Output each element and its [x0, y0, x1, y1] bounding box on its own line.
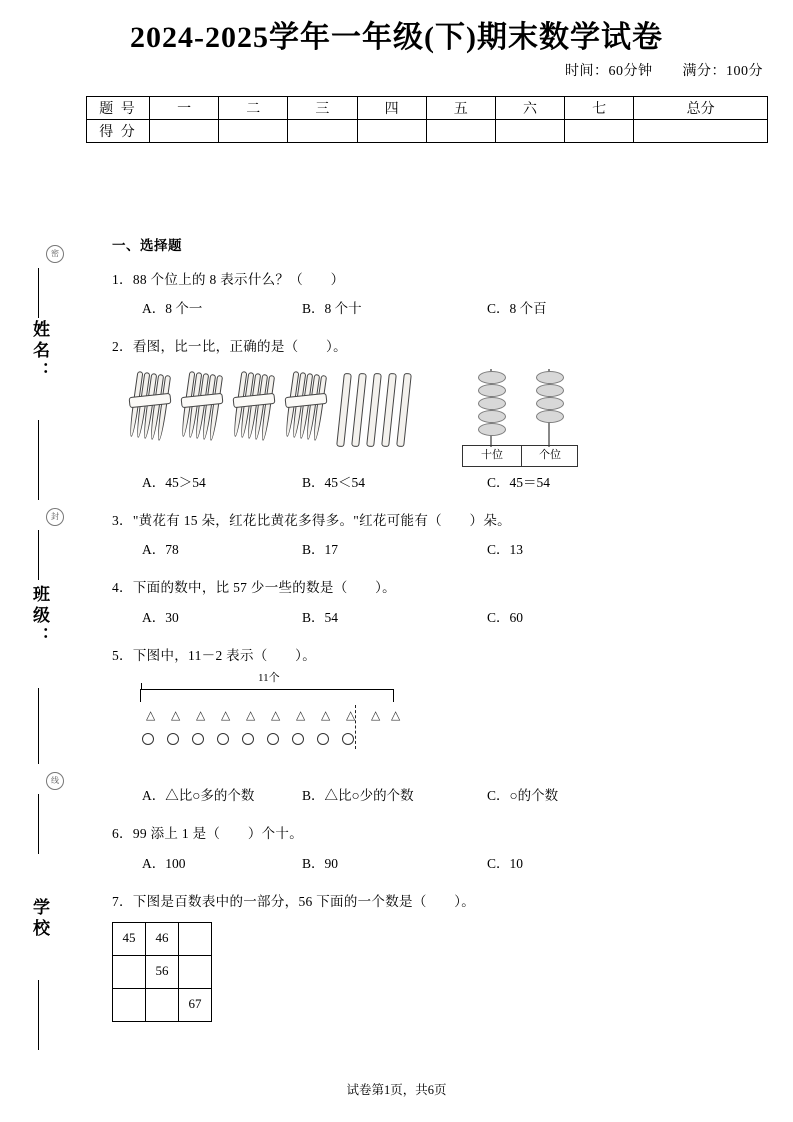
score-cell-total[interactable]	[634, 120, 768, 143]
option-b[interactable]: B．90	[302, 855, 339, 871]
table-row	[113, 955, 212, 988]
seal-line-segment-1	[38, 268, 39, 318]
question-3-text: 3．"黄花有 15 朵，红花比黄花多得多。"红花可能有（ ）朵。	[112, 512, 511, 528]
table-row	[87, 97, 768, 120]
seal-mark-1: 密	[46, 245, 64, 263]
abacus-base	[462, 445, 578, 467]
time-label: 时间：60分钟	[565, 64, 653, 79]
option-a[interactable]: A．45＞54	[142, 474, 206, 490]
seal-line-segment-5	[38, 794, 39, 854]
triangle-row	[146, 711, 396, 727]
seal-line-segment-6	[38, 980, 39, 1050]
section-heading: 一、选择题	[112, 238, 182, 253]
question-1-text: 1．88 个位上的 8 表示什么？（ ）	[112, 271, 345, 287]
score-cell-4[interactable]	[357, 120, 426, 143]
question-2-figure	[122, 363, 712, 463]
question-4-options	[112, 608, 712, 632]
question-2-options	[112, 473, 712, 497]
question-5-options	[112, 786, 712, 810]
score-cell-7[interactable]	[565, 120, 634, 143]
seal-line-segment-2	[38, 420, 39, 500]
score-cell-6[interactable]	[495, 120, 564, 143]
option-a[interactable]: A．△比○多的个数	[142, 788, 255, 804]
chart-cell-r2c2: 56	[146, 955, 179, 988]
option-b[interactable]: B．17	[302, 542, 339, 558]
abacus-ones-label: 个位	[539, 448, 561, 461]
score-table-col-6: 六	[495, 97, 564, 120]
score-table-col-5: 五	[426, 97, 495, 120]
abacus-tens-label: 十位	[481, 448, 503, 461]
stick-bundle	[132, 373, 166, 449]
score-table-col-1: 一	[150, 97, 219, 120]
option-a[interactable]: A．78	[142, 542, 179, 558]
option-c[interactable]: C．13	[487, 542, 524, 558]
score-table-col-total: 总分	[634, 97, 768, 120]
option-a[interactable]: A．8 个一	[142, 301, 203, 317]
chart-cell-r3c2	[146, 988, 179, 1021]
score-table	[86, 96, 768, 143]
score-table-col-7: 七	[565, 97, 634, 120]
question-7-figure	[112, 922, 212, 1022]
exam-meta	[539, 60, 763, 80]
brace-icon	[140, 689, 394, 702]
page-footer: 试卷第1页，共6页	[346, 1083, 447, 1097]
option-b[interactable]: B．△比○少的个数	[302, 788, 414, 804]
score-cell-3[interactable]	[288, 120, 357, 143]
abacus-figure	[462, 363, 580, 473]
stick-bundle	[288, 373, 322, 449]
seal-line-segment-3	[38, 530, 39, 580]
loose-stick	[351, 372, 367, 446]
option-c[interactable]: C．10	[487, 855, 524, 871]
name-field-label: 姓名：	[30, 320, 49, 383]
score-table-row-header-2: 得 分	[87, 120, 150, 143]
stick-bundle	[236, 373, 270, 449]
chart-cell-r1c2: 46	[146, 922, 179, 955]
option-c[interactable]: C．60	[487, 609, 524, 625]
option-c[interactable]: C．○的个数	[487, 788, 559, 804]
table-row	[87, 120, 768, 143]
question-5-figure	[112, 671, 712, 776]
chart-cell-r1c3	[179, 922, 212, 955]
dashed-divider	[355, 705, 356, 749]
option-b[interactable]: B．8 个十	[302, 301, 362, 317]
full-score-label: 满分：100分	[682, 64, 763, 79]
circle-row	[146, 733, 396, 749]
loose-stick	[336, 372, 352, 446]
option-b[interactable]: B．54	[302, 609, 339, 625]
table-row	[113, 922, 212, 955]
question-1-options	[112, 299, 712, 323]
question-4-text: 4．下面的数中，比 57 少一些的数是（ ）。	[112, 580, 396, 596]
score-cell-2[interactable]	[219, 120, 288, 143]
page-title: 2024-2025学年一年级(下)期末数学试卷	[130, 21, 663, 54]
option-b[interactable]: B．45＜54	[302, 474, 366, 490]
question-6-text: 6．99 添上 1 是（ ）个十。	[112, 826, 304, 842]
exam-body	[112, 236, 712, 1022]
loose-stick	[366, 372, 382, 446]
question-3-options	[112, 540, 712, 564]
table-row	[113, 988, 212, 1021]
loose-stick	[396, 372, 412, 446]
score-table-col-3: 三	[288, 97, 357, 120]
score-cell-5[interactable]	[426, 120, 495, 143]
chart-cell-r3c1	[113, 988, 146, 1021]
chart-cell-r3c3: 67	[179, 988, 212, 1021]
chart-cell-r1c1: 45	[113, 922, 146, 955]
question-6-options	[112, 854, 712, 878]
seal-mark-2: 封	[46, 508, 64, 526]
question-5-text: 5．下图中，11－2 表示（ ）。	[112, 647, 317, 663]
score-table-col-4: 四	[357, 97, 426, 120]
question-2-text: 2．看图，比一比，正确的是（ ）。	[112, 339, 347, 355]
loose-stick	[381, 372, 397, 446]
option-a[interactable]: A．30	[142, 609, 179, 625]
school-field-label: 学校	[30, 898, 49, 940]
stick-bundle	[184, 373, 218, 449]
seal-mark-3: 线	[46, 772, 64, 790]
option-c[interactable]: C．45＝54	[487, 474, 551, 490]
question-7-text: 7．下图是百数表中的一部分，56 下面的一个数是（ ）。	[112, 893, 476, 909]
option-a[interactable]: A．100	[142, 855, 186, 871]
class-field-label: 班级：	[30, 585, 49, 648]
score-cell-1[interactable]	[150, 120, 219, 143]
seal-line-segment-4	[38, 688, 39, 764]
chart-cell-r2c1	[113, 955, 146, 988]
score-table-col-2: 二	[219, 97, 288, 120]
brace-label: 11个	[258, 672, 280, 685]
score-table-row-header: 题 号	[87, 97, 150, 120]
chart-cell-r2c3	[179, 955, 212, 988]
option-c[interactable]: C．8 个百	[487, 301, 547, 317]
